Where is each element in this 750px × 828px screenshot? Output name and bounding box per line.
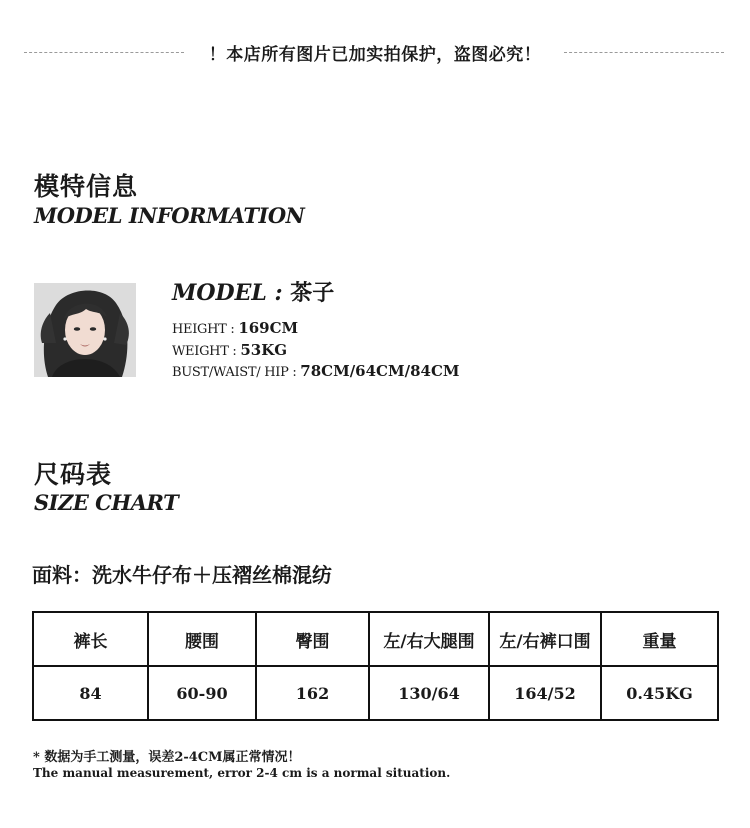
copyright-notice: ！本店所有图片已加实拍保护，盗图必究！ [208, 45, 542, 65]
size-table [32, 611, 719, 721]
measure-label: BUST/WAIST/ HIP : [172, 365, 297, 380]
cell-thigh: 130/64 [369, 666, 489, 720]
model-photo [34, 283, 136, 377]
header-length: 裤长 [33, 612, 148, 666]
model-name-label: MODEL : [172, 280, 283, 306]
cell-waist: 60-90 [148, 666, 256, 720]
height-value: 169CM [238, 319, 299, 337]
size-table-header-row [33, 612, 718, 666]
header-waist: 腰围 [148, 612, 256, 666]
cell-length: 84 [33, 666, 148, 720]
model-measurements [172, 362, 460, 380]
size-section-title-cn: 尺码表 [34, 460, 113, 489]
measurement-note-cn: * 数据为手工测量，误差2-4CM属正常情况！ [33, 750, 301, 765]
model-section-title-en: MODEL INFORMATION [34, 203, 305, 228]
model-weight [172, 341, 287, 359]
measure-value: 78CM/64CM/84CM [300, 362, 460, 380]
cell-leg-opening: 164/52 [489, 666, 601, 720]
header-leg-opening: 左/右裤口围 [489, 612, 601, 666]
notice-divider-left [24, 52, 184, 53]
size-section-title-en: SIZE CHART [34, 490, 179, 515]
table-row [33, 666, 718, 720]
model-height [172, 319, 298, 337]
cell-weight: 0.45KG [601, 666, 718, 720]
notice-divider-right [564, 52, 724, 53]
fabric-description: 面料：洗水牛仔布＋压褶丝棉混纺 [32, 563, 332, 587]
header-weight: 重量 [601, 612, 718, 666]
weight-value: 53KG [240, 341, 288, 359]
model-name: 茶子 [290, 280, 335, 306]
model-portrait-image [34, 283, 136, 377]
height-label: HEIGHT : [172, 322, 235, 337]
header-hip: 臀围 [256, 612, 369, 666]
model-name-line [172, 276, 334, 307]
cell-hip: 162 [256, 666, 369, 720]
weight-label: WEIGHT : [172, 344, 237, 359]
header-thigh: 左/右大腿围 [369, 612, 489, 666]
measurement-note-en: The manual measurement, error 2-4 cm is a normal situation. [33, 766, 451, 780]
model-section-title-cn: 模特信息 [34, 172, 139, 201]
